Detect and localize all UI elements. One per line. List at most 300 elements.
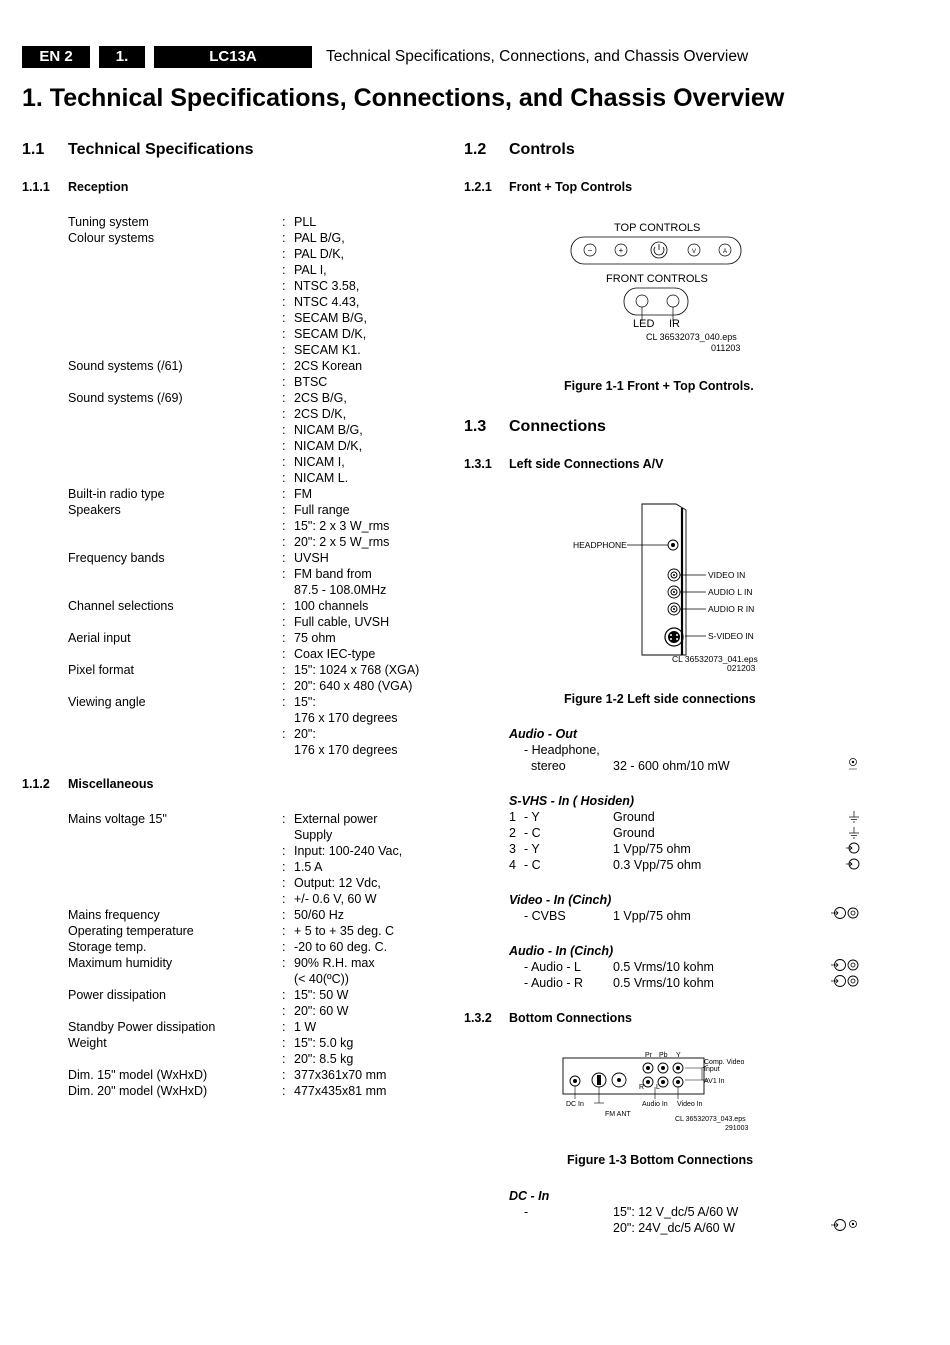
spec-row xyxy=(68,726,419,742)
spec-row xyxy=(68,710,419,726)
spec-colon xyxy=(282,971,294,987)
spec-value: 20": 640 x 480 (VGA) xyxy=(294,679,413,693)
svhs-pin-value: Ground xyxy=(613,810,655,824)
spec-colon: : xyxy=(282,391,286,405)
section-1-1-number: 1.1 xyxy=(22,141,45,158)
spec-label: Pixel format xyxy=(68,663,134,677)
svhs-pin-number: 3 xyxy=(509,842,516,856)
spec-label xyxy=(68,843,282,859)
spec-value: 176 x 170 degrees xyxy=(294,743,398,757)
spec-row xyxy=(68,971,402,987)
section-1-1-2-number: 1.1.2 xyxy=(22,777,50,791)
reception-spec-table xyxy=(68,214,419,758)
av-button-glyph: A xyxy=(722,249,728,255)
spec-value: Full range xyxy=(294,503,350,517)
spec-label xyxy=(68,1051,282,1067)
spec-value: + 5 to + 35 deg. C xyxy=(294,924,395,938)
spec-row xyxy=(68,422,419,438)
top-controls-label: TOP CONTROLS xyxy=(614,222,701,234)
spec-label xyxy=(68,438,282,454)
spec-row xyxy=(68,742,419,758)
dc-in-label: DC In xyxy=(566,1101,584,1108)
spec-value: 20": 2 x 5 W_rms xyxy=(294,535,390,549)
spec-value: 15": xyxy=(294,695,316,709)
spec-label xyxy=(68,518,282,534)
model-badge: LC13A xyxy=(154,46,312,68)
spec-value: PAL I, xyxy=(294,263,327,277)
minus-button-glyph: − xyxy=(587,246,593,255)
spec-colon: : xyxy=(282,988,286,1002)
spec-colon: : xyxy=(282,1068,286,1082)
comp-video-label: Comp. Video xyxy=(704,1059,745,1066)
video-in-value: 1 Vpp/75 ohm xyxy=(613,909,691,923)
spec-colon: : xyxy=(282,343,286,357)
comp-pb-jack-icon xyxy=(658,1063,668,1073)
spec-row xyxy=(68,598,419,614)
front-controls-label: FRONT CONTROLS xyxy=(606,273,708,285)
spec-value: SECAM B/G, xyxy=(294,311,367,325)
spec-label: Viewing angle xyxy=(68,695,146,709)
spec-row xyxy=(68,246,419,262)
spec-value: 477x435x81 mm xyxy=(294,1084,387,1098)
spec-label: Colour systems xyxy=(68,231,155,245)
spec-label xyxy=(68,374,282,390)
spec-colon: : xyxy=(282,487,286,501)
fm-ant-label: FM ANT xyxy=(605,1111,631,1118)
spec-row xyxy=(68,630,419,646)
audio-in-bottom-label: Audio In xyxy=(642,1101,668,1108)
section-1-3-2-title: Bottom Connections xyxy=(509,1011,632,1025)
svhs-pin-icons xyxy=(846,810,862,874)
av1-video-jack-icon xyxy=(673,1077,683,1087)
spec-value: 20": xyxy=(294,727,316,741)
misc-spec-table xyxy=(68,811,402,1099)
audio-in-title: Audio - In (Cinch) xyxy=(509,944,614,958)
headphone-out-icon xyxy=(846,757,860,771)
figure-1-1-caption: Figure 1-1 Front + Top Controls. xyxy=(564,379,754,393)
spec-value: 20": 8.5 kg xyxy=(294,1052,354,1066)
spec-colon: : xyxy=(282,455,286,469)
spec-colon: : xyxy=(282,908,286,922)
chapter-title: 1. Technical Specifications, Connections, and Chassis Overview xyxy=(22,84,785,112)
spec-value: SECAM D/K, xyxy=(294,327,367,341)
spec-row xyxy=(68,326,419,342)
spec-label xyxy=(68,422,282,438)
front-controls-panel xyxy=(622,287,692,321)
section-1-3-1-title: Left side Connections A/V xyxy=(509,457,664,471)
spec-label xyxy=(68,726,282,742)
dc-in-dash: - xyxy=(524,1205,529,1219)
spec-value: NICAM L. xyxy=(294,471,349,485)
spec-row xyxy=(68,294,419,310)
spec-value: FM xyxy=(294,487,313,501)
comp-input-label: Input xyxy=(704,1066,720,1073)
spec-colon: : xyxy=(282,407,286,421)
spec-label: Dim. 15" model (WxHxD) xyxy=(68,1068,208,1082)
comp-pr-jack-icon xyxy=(643,1063,653,1073)
spec-colon xyxy=(282,710,294,726)
spec-value: 87.5 - 108.0MHz xyxy=(294,583,387,597)
spec-row xyxy=(68,310,419,326)
audio-in-pin: - Audio - L xyxy=(524,960,581,974)
svhs-title: S-VHS - In ( Hosiden) xyxy=(509,794,634,808)
spec-label: Built-in radio type xyxy=(68,487,165,501)
spec-label xyxy=(68,875,282,891)
cinch-input-icon xyxy=(831,976,858,987)
spec-row xyxy=(68,342,419,358)
spec-label xyxy=(68,326,282,342)
cinch-input-icon xyxy=(831,960,858,971)
spec-colon xyxy=(282,827,294,843)
spec-colon: : xyxy=(282,1084,286,1098)
section-1-2-number: 1.2 xyxy=(464,141,487,158)
audio-out-line2: stereo xyxy=(531,759,566,773)
svhs-pin-value: Ground xyxy=(613,826,655,840)
spec-value: 15": 50 W xyxy=(294,988,349,1002)
svhs-pin-name: - C xyxy=(524,858,541,872)
signal-input-icon xyxy=(846,843,859,853)
fig2-file-ref: CL 36532073_041.eps xyxy=(672,654,758,664)
spec-row xyxy=(68,486,419,502)
ir-label: IR xyxy=(669,318,680,330)
spec-value: 75 ohm xyxy=(294,631,336,645)
ir-sensor-icon xyxy=(667,295,679,307)
spec-colon: : xyxy=(282,567,286,581)
spec-colon: : xyxy=(282,631,286,645)
spec-label: Dim. 20" model (WxHxD) xyxy=(68,1084,208,1098)
spec-row xyxy=(68,230,419,246)
spec-label xyxy=(68,646,282,662)
headphone-label: HEADPHONE xyxy=(573,540,627,550)
spec-label xyxy=(68,1003,282,1019)
spec-colon: : xyxy=(282,359,286,373)
spec-value: PAL D/K, xyxy=(294,247,345,261)
section-1-2-title: Controls xyxy=(509,141,575,158)
spec-value: Output: 12 Vdc, xyxy=(294,876,381,890)
spec-colon: : xyxy=(282,695,286,709)
spec-row xyxy=(68,566,419,582)
fig2-date-ref: 021203 xyxy=(727,663,756,673)
spec-row xyxy=(68,374,419,390)
spec-label: Storage temp. xyxy=(68,940,147,954)
spec-value: Coax IEC-type xyxy=(294,647,376,661)
audio-r-bottom-jack-icon xyxy=(643,1077,653,1087)
spec-label xyxy=(68,246,282,262)
cinch-input-icon xyxy=(830,906,860,920)
audio-out-line1: - Headphone, xyxy=(524,743,600,757)
signal-input-icon xyxy=(846,859,859,869)
spec-colon: : xyxy=(282,727,286,741)
spec-label: Power dissipation xyxy=(68,988,166,1002)
spec-value: 90% R.H. max xyxy=(294,956,375,970)
spec-label xyxy=(68,859,282,875)
spec-row xyxy=(68,1019,402,1035)
spec-value: 50/60 Hz xyxy=(294,908,345,922)
video-in-label: VIDEO IN xyxy=(708,570,746,580)
spec-row xyxy=(68,278,419,294)
rf-antenna-jack-icon xyxy=(612,1073,626,1087)
svhs-pin-number: 1 xyxy=(509,810,516,824)
spec-value: 15": 1024 x 768 (XGA) xyxy=(294,663,420,677)
section-1-1-title: Technical Specifications xyxy=(68,141,254,158)
spec-colon: : xyxy=(282,327,286,341)
spec-row xyxy=(68,1035,402,1051)
spec-label xyxy=(68,678,282,694)
svhs-pin-value: 1 Vpp/75 ohm xyxy=(613,842,691,856)
audio-out-title: Audio - Out xyxy=(509,727,578,741)
spec-colon: : xyxy=(282,615,286,629)
spec-row xyxy=(68,470,419,486)
audio-in-pin: - Audio - R xyxy=(524,976,584,990)
spec-value: 1 W xyxy=(294,1020,317,1034)
spec-value: 2CS D/K, xyxy=(294,407,347,421)
spec-value: 176 x 170 degrees xyxy=(294,711,398,725)
spec-value: 2CS Korean xyxy=(294,359,363,373)
spec-label xyxy=(68,454,282,470)
section-1-3-number: 1.3 xyxy=(464,418,487,435)
svhs-pin-name: - Y xyxy=(524,842,540,856)
fig3-date-ref: 291003 xyxy=(725,1125,749,1132)
spec-colon: : xyxy=(282,263,286,277)
spec-label xyxy=(68,534,282,550)
page-number-badge: EN 2 xyxy=(22,46,90,68)
spec-row xyxy=(68,534,419,550)
spec-row xyxy=(68,955,402,971)
top-controls-panel xyxy=(570,236,744,266)
section-1-3-2-number: 1.3.2 xyxy=(464,1011,492,1025)
spec-value: UVSH xyxy=(294,551,329,565)
spec-label: Tuning system xyxy=(68,215,149,229)
spec-row xyxy=(68,518,419,534)
spec-colon: : xyxy=(282,423,286,437)
dc-in-jack-icon xyxy=(570,1076,580,1086)
fig3-file-ref: CL 36532073_043.eps xyxy=(675,1116,746,1123)
spec-label: Aerial input xyxy=(68,631,131,645)
led-label: LED xyxy=(633,318,655,330)
spec-row xyxy=(68,875,402,891)
y-label: Y xyxy=(676,1052,681,1059)
spec-label xyxy=(68,470,282,486)
spec-value: FM band from xyxy=(294,567,372,581)
spec-value: (< 40(ºC)) xyxy=(294,972,349,986)
spec-label xyxy=(68,827,282,843)
spec-value: NICAM I, xyxy=(294,455,345,469)
ground-icon xyxy=(849,827,859,838)
dc-in-title: DC - In xyxy=(509,1189,550,1203)
spec-colon: : xyxy=(282,231,286,245)
video-in-title: Video - In (Cinch) xyxy=(509,893,612,907)
spec-colon: : xyxy=(282,647,286,661)
spec-colon: : xyxy=(282,679,286,693)
svhs-pin-name: - C xyxy=(524,826,541,840)
spec-value: 20": 60 W xyxy=(294,1004,349,1018)
spec-label: Mains frequency xyxy=(68,908,160,922)
spec-colon: : xyxy=(282,551,286,565)
dc-input-icon xyxy=(830,1218,860,1232)
spec-row xyxy=(68,678,419,694)
spec-colon: : xyxy=(282,1004,286,1018)
spec-row xyxy=(68,1003,402,1019)
pr-label: Pr xyxy=(645,1052,652,1059)
spec-row xyxy=(68,923,402,939)
section-1-3-1-number: 1.3.1 xyxy=(464,457,492,471)
section-1-1-1-title: Reception xyxy=(68,180,129,194)
spec-label xyxy=(68,262,282,278)
spec-colon: : xyxy=(282,247,286,261)
spec-value: 2CS B/G, xyxy=(294,391,347,405)
spec-label xyxy=(68,342,282,358)
spec-row xyxy=(68,262,419,278)
fig1-file-ref: CL 36532073_040.eps xyxy=(646,332,737,342)
spec-value: -20 to 60 deg. C. xyxy=(294,940,388,954)
spec-value: NTSC 4.43, xyxy=(294,295,360,309)
fig1-date-ref: 011203 xyxy=(711,343,741,353)
chapter-number-badge: 1. xyxy=(99,46,145,68)
spec-colon: : xyxy=(282,876,286,890)
spec-colon xyxy=(282,582,294,598)
s-video-in-label: S-VIDEO IN xyxy=(708,631,754,641)
spec-value: 100 channels xyxy=(294,599,369,613)
spec-value: 1.5 A xyxy=(294,860,323,874)
spec-row xyxy=(68,1083,402,1099)
audio-r-marker: R xyxy=(639,1084,645,1091)
spec-colon xyxy=(282,742,294,758)
spec-row xyxy=(68,1067,402,1083)
spec-colon: : xyxy=(282,1036,286,1050)
spec-row xyxy=(68,582,419,598)
spec-row xyxy=(68,811,402,827)
spec-value: Full cable, UVSH xyxy=(294,615,390,629)
figure-1-2-caption: Figure 1-2 Left side connections xyxy=(564,692,756,706)
spec-row xyxy=(68,502,419,518)
audio-r-in-label: AUDIO R IN xyxy=(708,604,755,614)
spec-colon: : xyxy=(282,1020,286,1034)
spec-row xyxy=(68,406,419,422)
spec-colon: : xyxy=(282,535,286,549)
spec-row xyxy=(68,1051,402,1067)
spec-label: Frequency bands xyxy=(68,551,165,565)
spec-colon: : xyxy=(282,519,286,533)
video-in-pin: - CVBS xyxy=(524,909,566,923)
spec-colon: : xyxy=(282,599,286,613)
fm-antenna-jack-icon xyxy=(592,1073,606,1087)
spec-value: 377x361x70 mm xyxy=(294,1068,387,1082)
ground-icon xyxy=(849,811,859,822)
spec-row xyxy=(68,891,402,907)
spec-value: NICAM D/K, xyxy=(294,439,363,453)
svhs-pin-name: - Y xyxy=(524,810,540,824)
spec-value: NICAM B/G, xyxy=(294,423,363,437)
spec-row xyxy=(68,358,419,374)
video-in-bottom-label: Video In xyxy=(677,1101,703,1108)
spec-colon: : xyxy=(282,1052,286,1066)
spec-label: Channel selections xyxy=(68,599,174,613)
spec-value: Input: 100-240 Vac, xyxy=(294,844,403,858)
pb-label: Pb xyxy=(659,1052,668,1059)
svhs-pin-number: 2 xyxy=(509,826,516,840)
spec-row xyxy=(68,694,419,710)
spec-label xyxy=(68,891,282,907)
audio-in-value: 0.5 Vrms/10 kohm xyxy=(613,960,714,974)
spec-colon: : xyxy=(282,279,286,293)
led-icon xyxy=(636,295,648,307)
spec-value: 15": 5.0 kg xyxy=(294,1036,354,1050)
spec-label xyxy=(68,566,282,582)
dc-in-15-value: 15": 12 V_dc/5 A/60 W xyxy=(613,1205,739,1219)
spec-label: Weight xyxy=(68,1036,107,1050)
spec-label xyxy=(68,710,282,726)
spec-label: Sound systems (/69) xyxy=(68,391,183,405)
spec-colon: : xyxy=(282,844,286,858)
spec-colon: : xyxy=(282,860,286,874)
spec-label xyxy=(68,614,282,630)
section-1-2-1-title: Front + Top Controls xyxy=(509,180,633,194)
spec-colon: : xyxy=(282,940,286,954)
spec-row xyxy=(68,907,402,923)
spec-label: Sound systems (/61) xyxy=(68,359,183,373)
spec-colon: : xyxy=(282,471,286,485)
spec-value: SECAM K1. xyxy=(294,343,361,357)
spec-colon: : xyxy=(282,375,286,389)
header-title: Technical Specifications, Connections, and Chassis Overview xyxy=(326,48,749,65)
spec-value: 15": 2 x 3 W_rms xyxy=(294,519,390,533)
spec-value: BTSC xyxy=(294,375,328,389)
spec-row xyxy=(68,390,419,406)
section-1-3-title: Connections xyxy=(509,418,606,435)
spec-label xyxy=(68,310,282,326)
av1-in-label: AV1 In xyxy=(704,1078,725,1085)
spec-label xyxy=(68,582,282,598)
figure-1-3-caption: Figure 1-3 Bottom Connections xyxy=(567,1153,754,1167)
spec-row xyxy=(68,214,419,230)
spec-value: PLL xyxy=(294,215,317,229)
section-1-1-2-title: Miscellaneous xyxy=(68,777,154,791)
spec-colon: : xyxy=(282,663,286,677)
spec-colon: : xyxy=(282,956,286,970)
spec-value: PAL B/G, xyxy=(294,231,345,245)
spec-colon: : xyxy=(282,311,286,325)
spec-label xyxy=(68,742,282,758)
spec-label xyxy=(68,294,282,310)
audio-in-cinch-icons xyxy=(830,957,860,989)
dc-in-20-value: 20": 24V_dc/5 A/60 W xyxy=(613,1221,735,1235)
audio-out-value: 32 - 600 ohm/10 mW xyxy=(613,759,730,773)
spec-label: Standby Power dissipation xyxy=(68,1020,216,1034)
spec-row xyxy=(68,987,402,1003)
spec-colon: : xyxy=(282,892,286,906)
spec-row xyxy=(68,859,402,875)
spec-row xyxy=(68,843,402,859)
audio-in-value: 0.5 Vrms/10 kohm xyxy=(613,976,714,990)
spec-value: +/- 0.6 V, 60 W xyxy=(294,892,377,906)
plus-button-glyph: + xyxy=(618,246,624,255)
spec-row xyxy=(68,614,419,630)
svhs-pin-number: 4 xyxy=(509,858,516,872)
volume-button-glyph: V xyxy=(691,249,697,255)
spec-value: External power xyxy=(294,812,378,826)
section-1-2-1-number: 1.2.1 xyxy=(464,180,492,194)
spec-row xyxy=(68,438,419,454)
spec-label: Operating temperature xyxy=(68,924,194,938)
section-1-1-1-number: 1.1.1 xyxy=(22,180,50,194)
svhs-pin-value: 0.3 Vpp/75 ohm xyxy=(613,858,702,872)
spec-label xyxy=(68,278,282,294)
audio-l-marker: L xyxy=(656,1084,660,1091)
spec-label: Maximum humidity xyxy=(68,956,173,970)
audio-l-in-label: AUDIO L IN xyxy=(708,587,753,597)
spec-row xyxy=(68,646,419,662)
spec-colon: : xyxy=(282,503,286,517)
